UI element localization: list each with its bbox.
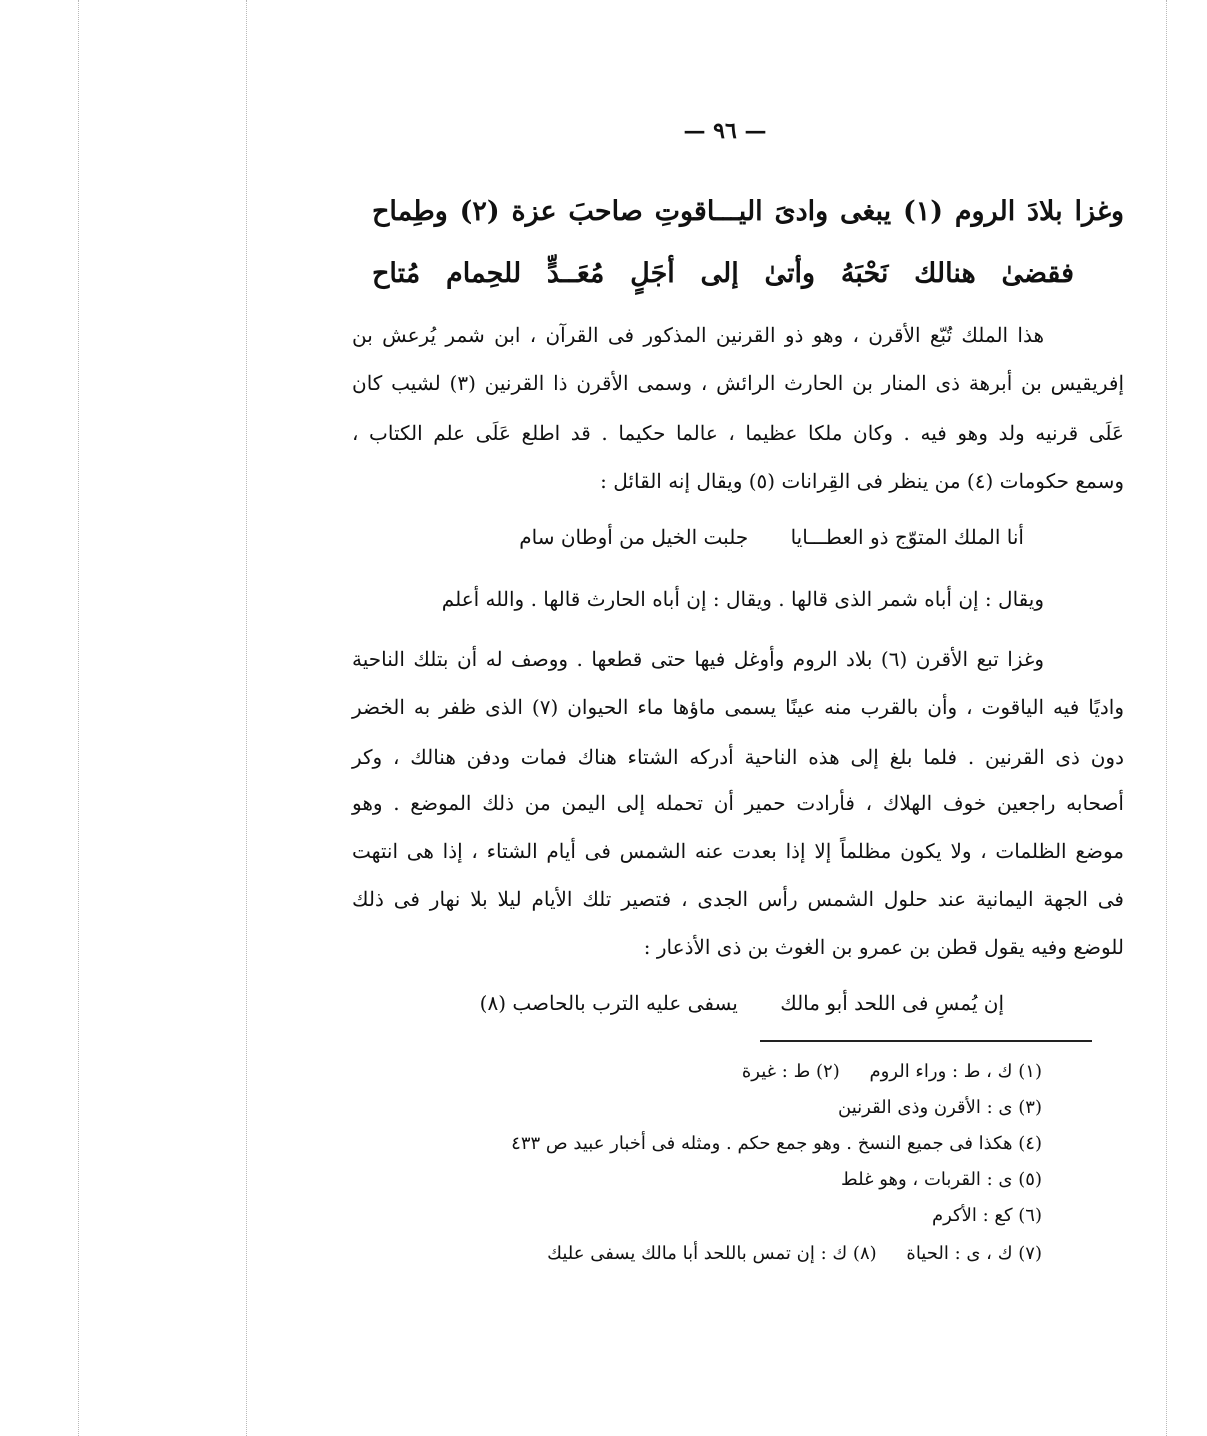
poem-hemistich: جلبت الخيل من أوطان سام	[519, 525, 749, 549]
footnote-number: (٣)	[1018, 1097, 1042, 1118]
paragraph-line: إفريقيس بن أبرهة ذى المنار بن الحارث الرائش ، وسمى الأقرن ذا القرنين (٣) لشيب كان	[352, 371, 1125, 395]
scan-margin-dots-mid	[246, 0, 247, 1436]
poem-hemistich: أنا الملك المتوّج ذو العطـــايا	[790, 525, 1024, 549]
footnote-number: (٧)	[1018, 1243, 1042, 1264]
paragraph-line: عَلَى قرنيه ولد وهو فيه . وكان ملكا عظيما ، عالما حكيما . قد اطلع عَلَى علم الكتاب ،	[352, 421, 1124, 445]
paragraph-line: وسمع حكومات (٤) من ينظر فى القِرانات (٥) ويقال إنه القائل :	[600, 469, 1124, 493]
footnote	[300, 1092, 1042, 1124]
footnote-text: كع : الأكرم	[931, 1205, 1013, 1226]
footnote-number: (٨)	[852, 1243, 877, 1264]
footnote-text: ك ، ط : وراء الروم	[869, 1061, 1013, 1082]
paragraph-line: للوضع وفيه يقول قطن بن عمرو بن الغوث بن ذى الأذعار :	[643, 935, 1124, 959]
footnote-separator	[760, 1040, 1092, 1042]
paragraph-line: ويقال : إن أباه شمر الذى قالها . ويقال : إن أباه الحارث قالها . والله أعلم	[441, 587, 1044, 611]
footnote-number: (٥)	[1018, 1169, 1042, 1190]
page-number: — ٩٦ —	[683, 118, 767, 144]
paragraph-line: وغزا تبع الأقرن (٦) بلاد الروم وأوغل فيها حتى قطعها . ووصف له أن بتلك الناحية	[352, 647, 1044, 671]
paragraph-line: هذا الملك تُبّع الأقرن ، وهو ذو القرنين المذكور فى القرآن ، ابن شمر يُرعش بن	[352, 323, 1044, 347]
scan-margin-dots-right	[1166, 0, 1167, 1436]
verse-line: وغزا بلادَ الروم (١) يبغى وادىَ اليـــاقوتِ صاحبَ عزة (٢) وطِماح	[372, 196, 1125, 227]
footnote-text: هكذا فى جميع النسخ . وهو جمع حكم . ومثله فى أخبار عبيد ص ٤٣٣	[511, 1133, 1013, 1154]
scan-margin-dots-left	[78, 0, 79, 1436]
footnote-text: ك : إن تمس باللحد أبا مالك يسفى عليك	[547, 1243, 848, 1264]
footnote	[300, 1238, 1042, 1270]
footnote-text: ك ، ى : الحياة	[906, 1243, 1013, 1264]
poem-line	[480, 980, 1004, 1026]
paragraph-line: واديًا فيه الياقوت ، وأن بالقرب منه عينًا يسمى ماؤها ماء الحيوان (٧) الذى ظفر به الخضر	[352, 695, 1124, 719]
footnote-number: (١)	[1018, 1061, 1042, 1082]
poem-hemistich: يسفى عليه الترب بالحاصب (٨)	[479, 991, 738, 1015]
paragraph-line: موضع الظلمات ، ولا يكون مظلماً إلا إذا بعدت عنه الشمس فى أيام الشتاء ، إذا هى انتهت	[352, 839, 1124, 863]
paragraph-line: أصحابه راجعين خوف الهلاك ، فأرادت حمير أن تحمله إلى اليمن من ذلك الموضع . وهو	[352, 791, 1124, 815]
poem-hemistich: إن يُمسِ فى اللحد أبو مالك	[780, 991, 1004, 1015]
footnote-text: ى : الأقرن وذى القرنين	[838, 1097, 1013, 1118]
paragraph-line: دون ذى القرنين . فلما بلغ إلى هذه الناحية أدركه الشتاء هناك فمات ودفن هنالك ، وكر	[352, 745, 1124, 769]
footnote-number: (٦)	[1018, 1205, 1042, 1226]
poem-line	[519, 514, 1024, 560]
footnote	[300, 1128, 1042, 1160]
verse-line: فقضىٰ هنالك نَحْبَهُ وأتىٰ إلى أجَلٍ مُعَــدٍّ للحِمام مُتاح	[372, 258, 1074, 289]
footnote	[300, 1164, 1042, 1196]
footnote-text: ى : القربات ، وهو غلط	[841, 1169, 1013, 1190]
footnote	[300, 1056, 1042, 1088]
footnote-number: (٢)	[815, 1061, 840, 1082]
paragraph-line: فى الجهة اليمانية عند حلول الشمس رأس الجدى ، فتصير تلك الأيام ليلا بلا نهار فى ذلك	[352, 887, 1124, 911]
footnote-text: ط : غيرة	[741, 1061, 811, 1082]
footnote	[300, 1200, 1042, 1232]
footnote-number: (٤)	[1018, 1133, 1042, 1154]
